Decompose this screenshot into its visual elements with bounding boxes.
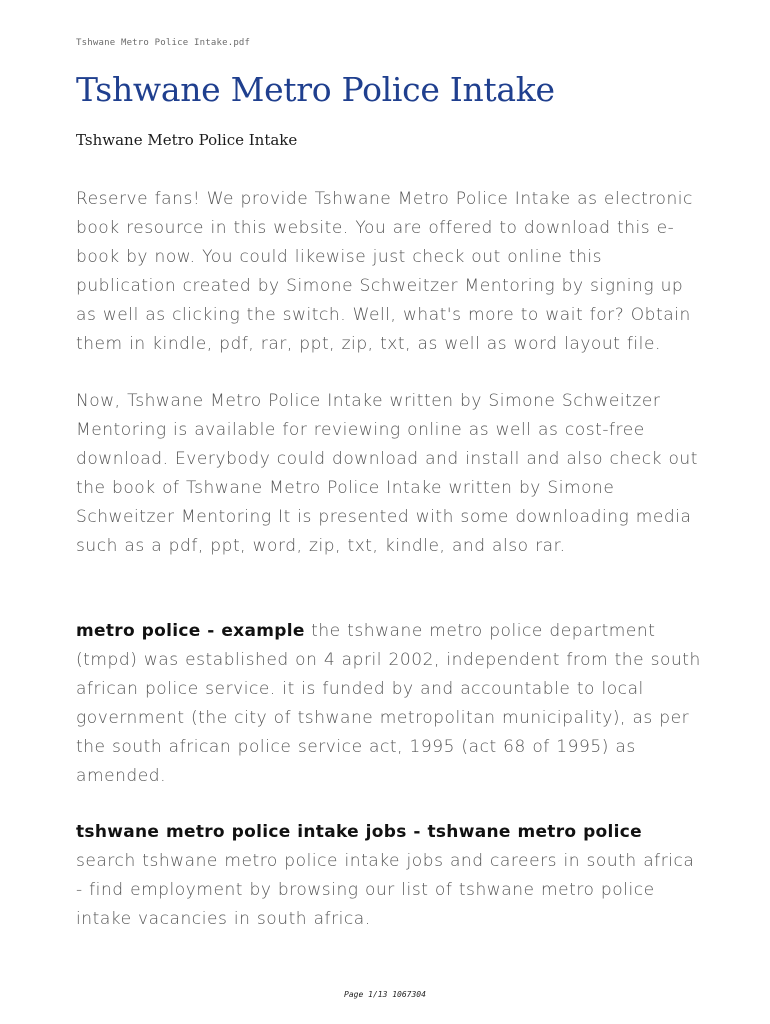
document-title: Tshwane Metro Police Intake bbox=[76, 70, 555, 109]
section-heading: tshwane metro police intake jobs - tshwane metro police bbox=[76, 822, 643, 842]
section-heading: metro police - example bbox=[76, 621, 305, 641]
intro-paragraph-2: Now, Tshwane Metro Police Intake written by Simone Schweitzer Mentoring is available for reviewing online as well as cost-free download. Everybody could download and install and also check out the book of Tshwane Metro Police Intake written by Simone Schweitzer Mentoring It is presented with some downloading media such as a pdf, ppt, word, zip, txt, kindle, and also rar. bbox=[76, 391, 698, 556]
page-footer-number: Page 1/13 1067304 bbox=[344, 990, 426, 999]
running-header-filename: Tshwane Metro Police Intake.pdf bbox=[76, 38, 251, 48]
section-metro-police-example bbox=[76, 617, 706, 791]
document-subtitle: Tshwane Metro Police Intake bbox=[76, 131, 298, 149]
section-intake-jobs bbox=[76, 818, 706, 934]
section-text: the tshwane metro police department (tmpd) was established on 4 april 2002, independent from the south african police service. it is funded by and accountable to local government (the city of tshwane metropolitan municipality), as per the south african police service act, 1995 (act 68 of 1995) as amended. bbox=[76, 621, 701, 786]
section-text: search tshwane metro police intake jobs and careers in south africa - find employment by browsing our list of tshwane metro police intake vacancies in south africa. bbox=[76, 851, 695, 929]
intro-paragraph-1: Reserve fans! We provide Tshwane Metro Police Intake as electronic book resource in this website. You are offered to download this e-book by now. You could likewise just check out online this publication created by Simone Schweitzer Mentoring by signing up as well as clicking the switch. Well, what's more to wait for? Obtain them in kindle, pdf, rar, ppt, zip, txt, as well as word layout file. bbox=[76, 189, 693, 354]
